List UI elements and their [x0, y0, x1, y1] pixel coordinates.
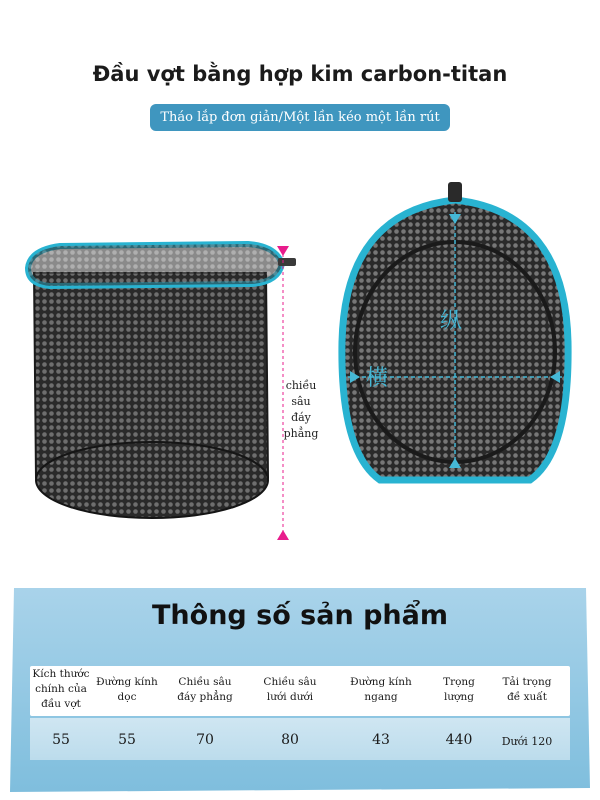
page-title: Đầu vợt bằng hợp kim carbon-titan	[92, 62, 508, 86]
horizontal-axis-label: 横	[366, 366, 389, 391]
spec-value-cell: 440	[445, 732, 473, 748]
spec-header-cell: Chiều sâu đáy phẳng	[177, 676, 233, 703]
spec-header-cell: Chiều sâu lưới dưới	[263, 676, 317, 703]
spec-header-cell: Đường kính ngang	[350, 676, 412, 703]
subtitle-text: Tháo lắp đơn giản/Một lần kéo một lần rút	[160, 110, 440, 125]
spec-header-cell: Tải trọng đề xuất	[502, 676, 552, 703]
spec-value-cell: 55	[52, 732, 70, 748]
spec-value-cell: 43	[372, 732, 390, 748]
spec-value-cell: Dưới 120	[501, 735, 553, 748]
spec-value-cell: 70	[196, 732, 214, 748]
spec-header-cell: Trọng lượng	[443, 676, 475, 703]
spec-header-cell: Kích thước chính của đầu vợt	[32, 668, 90, 710]
depth-label: chiều sâu đáy phẳng	[283, 379, 319, 440]
net-top-view-image	[330, 172, 580, 512]
spec-title: Thông số sản phẩm	[152, 600, 448, 631]
spec-value-cell: 80	[281, 732, 299, 748]
spec-value-cell: 55	[118, 732, 136, 748]
vertical-axis-label: 纵	[440, 309, 463, 334]
subtitle-badge	[150, 104, 450, 131]
net-side-view-image	[20, 228, 310, 548]
spec-header-cell: Đường kính dọc	[96, 676, 158, 703]
